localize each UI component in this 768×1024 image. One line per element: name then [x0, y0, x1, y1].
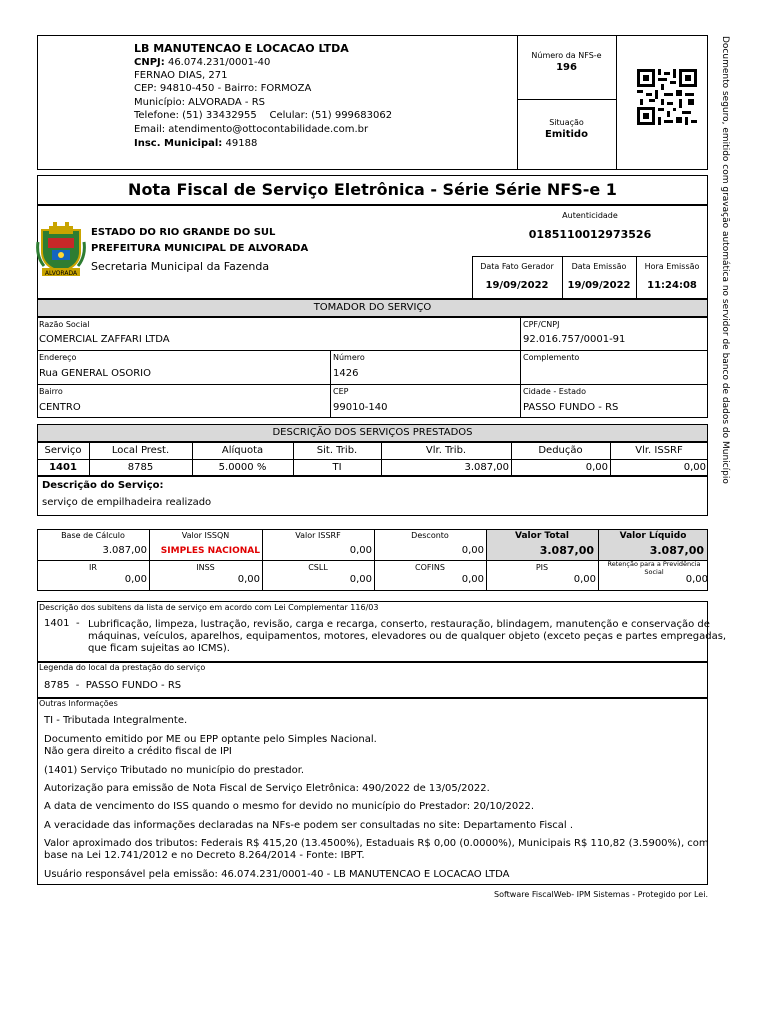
descricao-value: serviço de empilhadeira realizado	[42, 497, 212, 508]
side-security-text: Documento seguro, emitido com gravação automática no servidor de banco de dados do Município	[720, 36, 730, 484]
cell-issrf: 0,00	[683, 462, 706, 473]
outras-line: (1401) Serviço Tributado no município do prestador.	[44, 765, 305, 776]
company-phone: Telefone: (51) 33432955 Celular: (51) 999683062	[134, 110, 393, 121]
ir-label: IR	[89, 563, 97, 572]
secretaria-name: Secretaria Municipal da Fazenda	[91, 260, 270, 273]
col-aliquota: Alíquota	[221, 445, 264, 456]
company-email: Email: atendimento@ottocontabilidade.com.br	[134, 124, 369, 135]
auth-label: Autenticidade	[562, 211, 618, 220]
endereco-label: Endereço	[39, 353, 77, 362]
seal-text: ALVORADA	[44, 270, 78, 277]
qr-code	[637, 69, 697, 125]
auth-code: 0185110012973526	[528, 228, 652, 241]
tomador-header-text: TOMADOR DO SERVIÇO	[313, 302, 432, 313]
outras-label: Outras Informações	[39, 699, 118, 708]
company-cep: CEP: 94810-450 - Bairro: FORMOZA	[134, 83, 312, 94]
emissao-date: 19/09/2022	[567, 280, 631, 291]
emissao-label: Data Emissão	[571, 262, 627, 271]
company-name: LB MANUTENCAO E LOCACAO LTDA	[134, 42, 349, 55]
razao-value: COMERCIAL ZAFFARI LTDA	[39, 334, 170, 345]
insc-label: Insc. Municipal:	[134, 138, 223, 149]
col-deducao: Dedução	[538, 445, 583, 456]
cell-vlr-trib: 3.087,00	[464, 462, 509, 473]
company-insc	[134, 138, 257, 149]
razao-label: Razão Social	[39, 320, 90, 329]
nfse-number-label: Número da NFS-e	[531, 51, 602, 60]
inss-value: 0,00	[237, 574, 260, 585]
col-vlr-trib: Vlr. Trib.	[425, 445, 467, 456]
document-title: Nota Fiscal de Serviço Eletrônica - Série Série NFS-e 1	[128, 180, 617, 199]
pis-label: PIS	[535, 563, 549, 572]
col-sit: Sit. Trib.	[316, 445, 358, 456]
cpf-value: 92.016.757/0001-91	[523, 334, 626, 345]
state-name: ESTADO DO RIO GRANDE DO SUL	[91, 227, 276, 238]
liquido-label: Valor Líquido	[619, 531, 687, 541]
issqn-value: SIMPLES NACIONAL	[160, 546, 260, 556]
outras-line: base na Lei 12.741/2012 e no Decreto 8.264/2014 - Fonte: IBPT.	[44, 850, 365, 861]
outras-line: Autorização para emissão de Nota Fiscal de Serviço Eletrônica: 490/2022 de 13/05/2022.	[44, 783, 490, 794]
issqn-label: Valor ISSQN	[181, 531, 230, 540]
base-label: Base de Cálculo	[61, 531, 125, 540]
bairro-value: CENTRO	[39, 402, 81, 413]
cofins-value: 0,00	[461, 574, 484, 585]
fato-label: Data Fato Gerador	[480, 262, 554, 271]
legenda-text: 8785 - PASSO FUNDO - RS	[44, 680, 182, 691]
cidade-label: Cidade - Estado	[523, 387, 586, 396]
company-cnpj	[134, 57, 270, 68]
fato-date: 19/09/2022	[485, 280, 549, 291]
subitens-text-3: que ficam sujeitas ao ICMS).	[88, 643, 230, 654]
cnpj-label: CNPJ:	[134, 57, 165, 68]
cofins-label: COFINS	[415, 563, 445, 572]
situation-label: Situação	[549, 118, 584, 127]
pis-value: 0,00	[573, 574, 596, 585]
servicos-header-text: DESCRIÇÃO DOS SERVIÇOS PRESTADOS	[272, 427, 473, 438]
cell-deducao: 0,00	[585, 462, 608, 473]
subitens-sep: -	[76, 618, 80, 629]
hora-value: 11:24:08	[647, 280, 697, 291]
outras-line: Valor aproximado dos tributos: Federais R$ 415,20 (13.4500%), Estaduais R$ 0,00 (0.0000%), Municipais R$ 110,82 (3.5900%), com	[44, 838, 709, 849]
subitens-code: 1401	[44, 618, 70, 629]
csll-value: 0,00	[349, 574, 372, 585]
issrf-label: Valor ISSRF	[295, 531, 341, 540]
cpf-label: CPF/CNPJ	[523, 320, 560, 329]
subitens-text-2: máquinas, veículos, aparelhos, equipamentos, motores, elevadores ou de qualquer objeto (exceto peças e partes empregadas,	[88, 631, 727, 642]
csll-label: CSLL	[308, 563, 328, 572]
inss-label: INSS	[196, 563, 215, 572]
cep-value: 99010-140	[333, 402, 388, 413]
cell-aliquota: 5.0000 %	[218, 462, 267, 473]
outras-line: Documento emitido por ME ou EPP optante pelo Simples Nacional.	[44, 734, 377, 745]
outras-line: Não gera direito a crédito fiscal de IPI	[44, 746, 232, 757]
legenda-label: Legenda do local da prestação do serviço	[39, 663, 206, 672]
cell-local: 8785	[127, 462, 154, 473]
desconto-label: Desconto	[411, 531, 449, 540]
cidade-value: PASSO FUNDO - RS	[523, 402, 619, 413]
outras-line: A veracidade das informações declaradas na NFs-e podem ser consultadas no site: Departamento Fiscal .	[44, 820, 574, 831]
subitens-label: Descrição dos subitens da lista de serviço em acordo com Lei Complementar 116/03	[39, 603, 379, 612]
complemento-label: Complemento	[523, 353, 580, 362]
prefeitura-name: PREFEITURA MUNICIPAL DE ALVORADA	[91, 243, 309, 254]
outras-line: A data de vencimento do ISS quando o mesmo for devido no município do Prestador: 20/10/2022.	[44, 801, 535, 812]
footer-text: Software FiscalWeb- IPM Sistemas - Protegido por Lei.	[494, 890, 708, 899]
hora-label: Hora Emissão	[644, 262, 700, 271]
col-local: Local Prest.	[111, 445, 170, 456]
bairro-label: Bairro	[39, 387, 63, 396]
col-servico: Serviço	[44, 445, 82, 456]
prev-value: 0,00	[685, 574, 708, 585]
outras-line: Usuário responsável pela emissão: 46.074.231/0001-40 - LB MANUTENCAO E LOCACAO LTDA	[44, 869, 510, 880]
endereco-value: Rua GENERAL OSORIO	[39, 368, 152, 379]
subitens-text-1: Lubrificação, limpeza, lustração, revisão, carga e recarga, conserto, restauração, blindagem, manutenção e conservação de	[88, 619, 710, 630]
company-address: FERNAO DIAS, 271	[134, 70, 228, 81]
city-seal-icon	[36, 222, 86, 278]
company-city: Município: ALVORADA - RS	[134, 97, 266, 108]
numero-label: Número	[333, 353, 365, 362]
col-issrf: Vlr. ISSRF	[635, 445, 683, 456]
cep-label: CEP	[333, 387, 349, 396]
total-label: Valor Total	[515, 531, 569, 541]
cell-servico: 1401	[49, 462, 77, 473]
issrf-value: 0,00	[349, 545, 372, 556]
cell-sit: TI	[332, 462, 342, 473]
descricao-label: Descrição do Serviço:	[42, 480, 164, 491]
cnpj-value: 46.074.231/0001-40	[167, 57, 271, 68]
liquido-value: 3.087,00	[649, 544, 704, 557]
numero-value: 1426	[333, 368, 359, 379]
outras-line: TI - Tributada Integralmente.	[44, 715, 188, 726]
total-value: 3.087,00	[539, 544, 594, 557]
nfse-number: 196	[556, 62, 577, 73]
prev-label: Retenção para a Previdência Social	[607, 560, 701, 576]
situation-value: Emitido	[545, 129, 588, 140]
insc-value: 49188	[225, 138, 258, 149]
ir-value: 0,00	[124, 574, 147, 585]
desconto-value: 0,00	[461, 545, 484, 556]
base-value: 3.087,00	[102, 545, 147, 556]
